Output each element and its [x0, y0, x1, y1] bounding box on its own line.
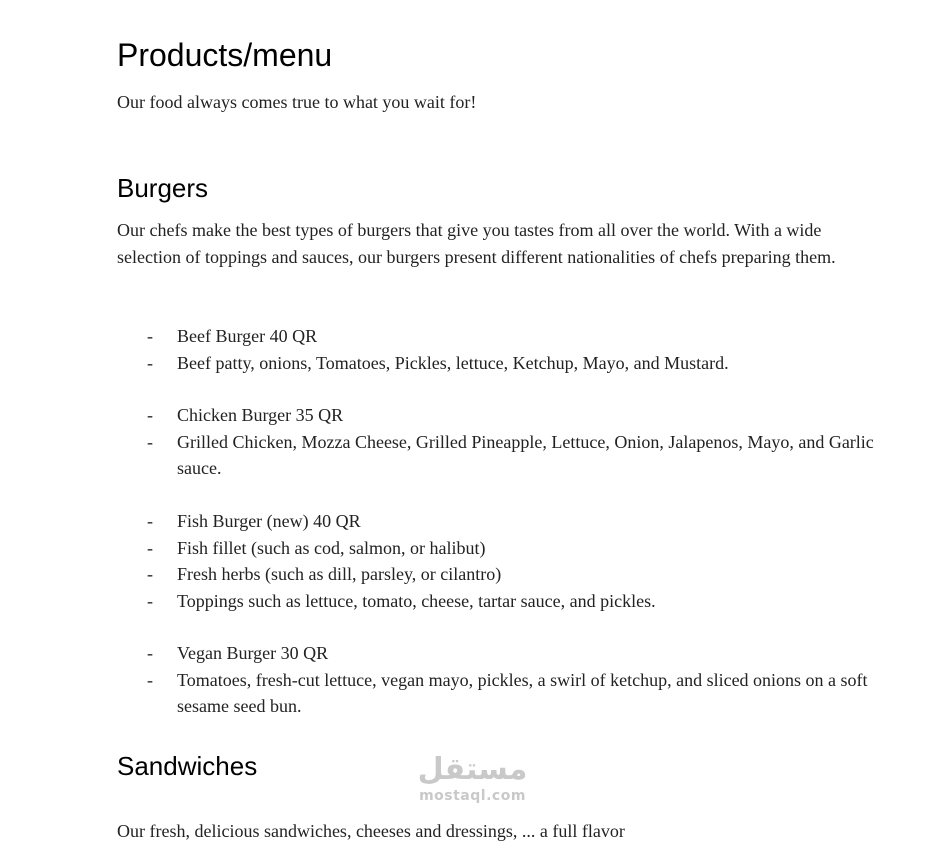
item-name: Chicken Burger 35 QR: [177, 405, 344, 425]
watermark-logo: [410, 752, 535, 804]
list-item: [117, 402, 877, 429]
list-item: [117, 667, 877, 720]
menu-item-beef-burger: [117, 323, 877, 376]
bullet-dash: -: [147, 564, 153, 584]
bullet-dash: -: [147, 537, 153, 558]
list-item: [117, 588, 877, 615]
watermark-arabic: مستقل: [417, 752, 528, 787]
list-item: [117, 508, 877, 535]
list-item: [117, 429, 877, 482]
watermark-latin: mostaql.com: [419, 788, 526, 804]
bullet-dash: -: [147, 669, 153, 690]
bullet-dash: -: [147, 590, 153, 611]
list-item: [117, 535, 877, 562]
list-item: [117, 640, 877, 667]
sandwiches-heading: Sandwiches: [117, 751, 258, 781]
item-name: Beef Burger 40 QR: [177, 326, 318, 346]
bullet-dash: -: [147, 511, 153, 531]
sandwiches-description-partial: Our fresh, delicious sandwiches, cheeses and dressings, ... a full flavor: [117, 821, 625, 841]
bullet-dash: -: [147, 326, 153, 346]
item-detail: Beef patty, onions, Tomatoes, Pickles, lettuce, Ketchup, Mayo, and Mustard.: [177, 352, 729, 373]
item-detail: Tomatoes, fresh-cut lettuce, vegan mayo, pickles, a swirl of ketchup, and sliced onions on a soft sesame seed bun.: [177, 669, 868, 716]
menu-item-fish-burger: [117, 508, 877, 614]
menu-item-vegan-burger: [117, 640, 877, 720]
item-detail: Fish fillet (such as cod, salmon, or halibut): [177, 537, 486, 558]
item-detail: Fresh herbs (such as dill, parsley, or cilantro): [177, 564, 502, 584]
page-intro: Our food always comes true to what you wait for!: [117, 92, 477, 112]
bullet-dash: -: [147, 431, 153, 452]
burgers-description: Our chefs make the best types of burgers that give you tastes from all over the world. With a wide selection of toppings and sauces, our burgers present different nationalities of chefs preparing them.: [117, 220, 836, 267]
list-item: [117, 561, 877, 588]
bullet-dash: -: [147, 405, 153, 425]
item-detail: Grilled Chicken, Mozza Cheese, Grilled Pineapple, Lettuce, Onion, Jalapenos, Mayo, and Garlic sauce.: [177, 431, 874, 478]
bullet-dash: -: [147, 643, 153, 663]
menu-item-chicken-burger: [117, 402, 877, 482]
page-title: Products/menu: [117, 37, 333, 73]
burgers-heading: Burgers: [117, 173, 209, 203]
item-detail: Toppings such as lettuce, tomato, cheese, tartar sauce, and pickles.: [177, 590, 656, 611]
item-name: Vegan Burger 30 QR: [177, 643, 329, 663]
bullet-dash: -: [147, 352, 153, 373]
list-item: [117, 323, 877, 350]
list-item: [117, 350, 877, 377]
item-name: Fish Burger (new) 40 QR: [177, 511, 361, 531]
